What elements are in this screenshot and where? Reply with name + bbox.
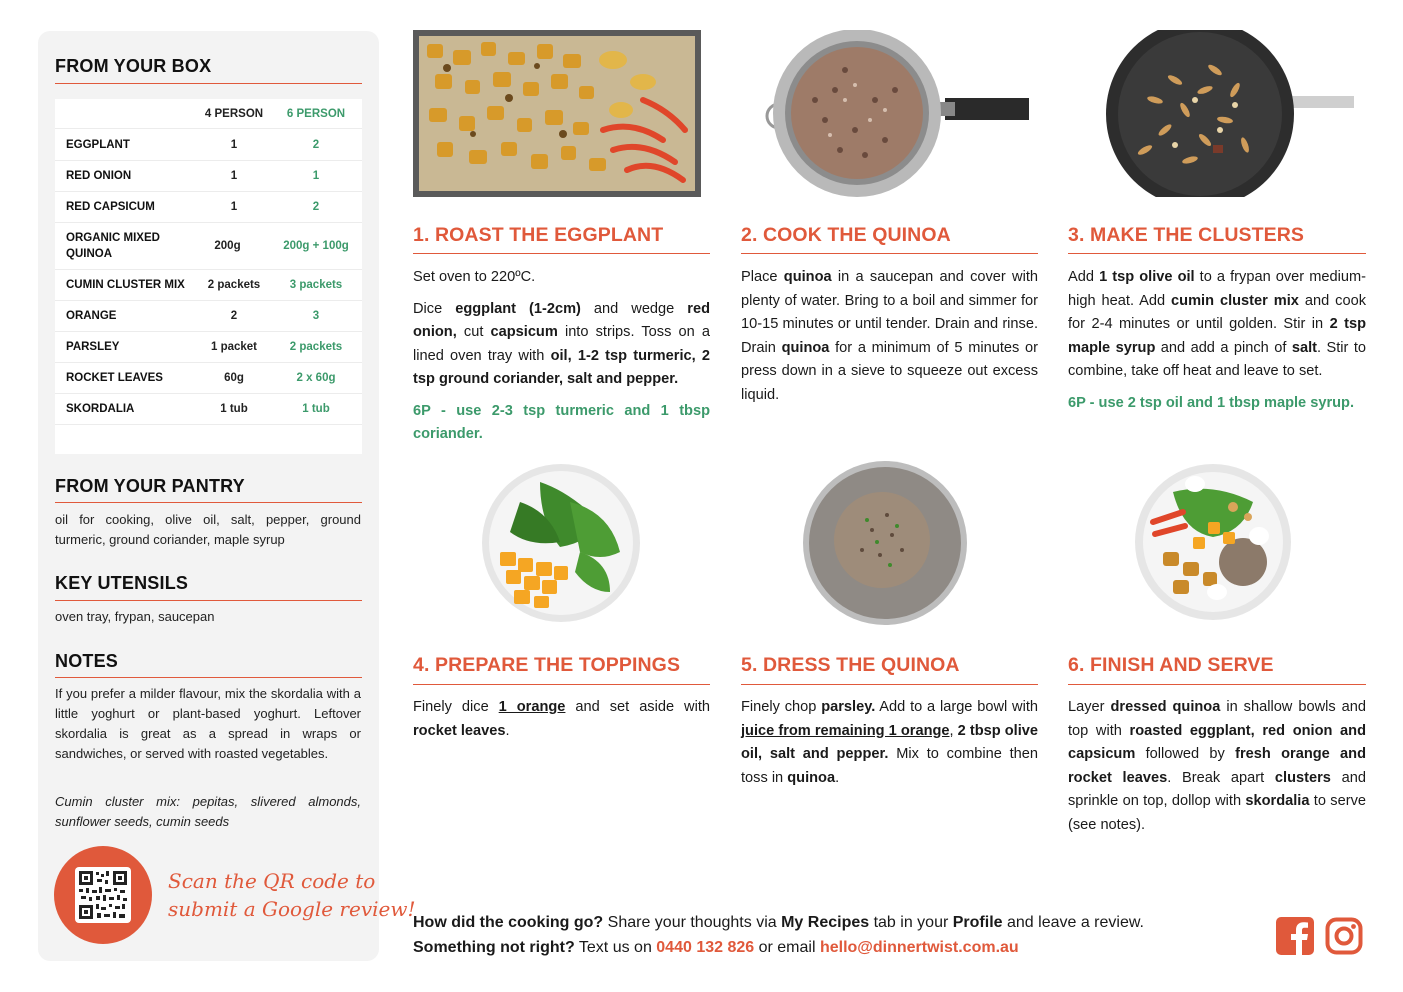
step-6-title: 6. FINISH AND SERVE bbox=[1068, 654, 1274, 676]
four-person-qty: 2 packets bbox=[207, 279, 261, 291]
instruction-text: Dice eggplant (1-2cm) and wedge red onion, cut capsicum into strips. Toss on a lined oven tray with oil, 1-2 tsp turmeric, 2 tsp ground coriander, salt and pepper. bbox=[413, 300, 710, 387]
heading-rule bbox=[55, 502, 362, 503]
instruction-text: Add 1 tsp olive oil to a frypan over medium-high heat. Add cumin cluster mix and cook for 2-4 minutes or until golden. Stir in 2 tsp maple syrup and add a pinch of salt. Stir to combine, take off heat and leave to set. bbox=[1068, 269, 1367, 379]
table-row bbox=[55, 223, 362, 270]
four-person-qty: 60g bbox=[224, 372, 244, 384]
step-3-instructions bbox=[1068, 266, 1366, 423]
served-bowl-photo bbox=[1133, 462, 1293, 622]
step-5-title: 5. DRESS THE QUINOA bbox=[741, 654, 960, 676]
six-person-qty: 200g + 100g bbox=[283, 240, 349, 252]
feedback-footer bbox=[413, 910, 1144, 960]
roast-tray-photo bbox=[413, 30, 701, 197]
step-2-title: 2. COOK THE QUINOA bbox=[741, 224, 951, 246]
table-row bbox=[55, 192, 362, 223]
four-person-qty: 1 tub bbox=[220, 403, 248, 415]
cluster-mix-note: Cumin cluster mix: pepitas, slivered almonds, sunflower seeds, cumin seeds bbox=[55, 794, 361, 829]
step-rule bbox=[413, 253, 710, 254]
step-1-title: 1. ROAST THE EGGPLANT bbox=[413, 224, 664, 246]
step-6-instructions bbox=[1068, 696, 1366, 845]
from-your-pantry-heading: FROM YOUR PANTRY bbox=[55, 476, 245, 496]
six-person-qty: 2 packets bbox=[289, 341, 343, 353]
ingredient-name: ORANGE bbox=[66, 310, 117, 322]
facebook-icon[interactable] bbox=[1276, 917, 1314, 955]
key-utensils-heading: KEY UTENSILS bbox=[55, 573, 189, 593]
step-rule bbox=[413, 684, 710, 685]
ingredients-sidebar bbox=[38, 31, 416, 961]
six-person-header: 6 PERSON bbox=[286, 107, 346, 120]
step-4-title: 4. PREPARE THE TOPPINGS bbox=[413, 654, 681, 676]
six-person-qty: 2 bbox=[312, 139, 320, 151]
table-row bbox=[55, 130, 362, 161]
four-person-qty: 2 bbox=[230, 310, 238, 322]
table-row bbox=[55, 363, 362, 394]
email-link[interactable]: hello@dinnertwist.com.au bbox=[819, 939, 1019, 956]
ingredient-name: ORGANIC MIXED QUINOA bbox=[66, 232, 160, 260]
instruction-text: Finely dice 1 orange and set aside with rocket leaves. bbox=[413, 699, 711, 739]
saucepan-quinoa-photo bbox=[745, 30, 1035, 197]
utensils-list: oven tray, frypan, saucepan bbox=[55, 609, 215, 624]
ingredient-name: RED ONION bbox=[66, 170, 132, 182]
step-rule bbox=[741, 253, 1038, 254]
six-person-tip: 6P - use 2 tsp oil and 1 tbsp maple syrup. bbox=[1068, 394, 1355, 411]
four-person-qty: 1 bbox=[230, 139, 238, 151]
ingredient-name: CUMIN CLUSTER MIX bbox=[66, 279, 185, 291]
qr-prompt-line: Scan the QR code to bbox=[168, 869, 376, 893]
step-rule bbox=[1068, 684, 1366, 685]
instruction-text: Layer dressed quinoa in shallow bowls and top with roasted eggplant, red onion and capsicum followed by fresh orange and rocket leaves. Break apart clusters and sprinkle on top, dollop with skordalia to serve (see notes). bbox=[1068, 699, 1367, 833]
ingredient-name: SKORDALIA bbox=[66, 403, 135, 415]
notes-text: If you prefer a milder flavour, mix the skordalia with a little yoghurt or plant-based yoghurt. Leftover skordalia is great as a spread in wraps or sandwiches, or served with roasted vegetables. bbox=[55, 686, 361, 761]
ingredient-name: PARSLEY bbox=[66, 341, 120, 353]
qr-code-badge[interactable] bbox=[54, 846, 152, 944]
step-5-instructions bbox=[741, 696, 1038, 798]
six-person-qty: 3 packets bbox=[289, 279, 343, 291]
ingredient-name: ROCKET LEAVES bbox=[66, 372, 163, 384]
dressed-quinoa-photo bbox=[802, 460, 968, 626]
qr-review-prompt bbox=[168, 867, 416, 923]
six-person-qty: 2 x 60g bbox=[296, 372, 336, 384]
table-row bbox=[55, 270, 362, 301]
from-your-box-heading: FROM YOUR BOX bbox=[55, 56, 212, 76]
heading-rule bbox=[55, 677, 362, 678]
instruction-text: Set oven to 220ºC. bbox=[413, 269, 536, 285]
table-row bbox=[55, 394, 362, 425]
ingredients-table bbox=[55, 99, 362, 454]
step-3-title: 3. MAKE THE CLUSTERS bbox=[1068, 224, 1305, 246]
step-1-instructions bbox=[413, 266, 710, 455]
six-person-qty: 2 bbox=[312, 201, 320, 213]
step-4-instructions bbox=[413, 696, 710, 751]
six-person-qty: 3 bbox=[312, 310, 320, 322]
step-rule bbox=[1068, 253, 1366, 254]
step-rule bbox=[741, 684, 1038, 685]
instruction-text: Place quinoa in a saucepan and cover with plenty of water. Bring to a boil and simmer for 10-15 minutes or until tender. Drain and rinse. Drain quinoa for a minimum of 5 minutes or press down in a sieve to squeeze out excess liquid. bbox=[741, 269, 1038, 403]
instagram-icon[interactable] bbox=[1325, 917, 1363, 955]
six-person-qty: 1 bbox=[312, 170, 320, 182]
four-person-qty: 200g bbox=[214, 240, 241, 252]
four-person-qty: 1 packet bbox=[210, 341, 258, 353]
pantry-list: oil for cooking, olive oil, salt, pepper, ground turmeric, ground coriander, maple syrup bbox=[55, 512, 361, 547]
ingredient-name: EGGPLANT bbox=[66, 139, 130, 151]
instruction-text: Finely chop parsley. Add to a large bowl with juice from remaining 1 orange, 2 tbsp olive oil, salt and pepper. Mix to combine then toss in quinoa. bbox=[741, 699, 1039, 786]
six-person-qty: 1 tub bbox=[302, 403, 330, 415]
frypan-clusters-photo bbox=[1085, 30, 1357, 197]
contact-line: Something not right? Text us on 0440 132 826 or email hello@dinnertwist.com.au bbox=[413, 939, 1019, 956]
step-2-instructions bbox=[741, 266, 1038, 415]
ingredient-name: RED CAPSICUM bbox=[66, 201, 155, 213]
table-header-row bbox=[55, 99, 362, 129]
feedback-line: How did the cooking go? Share your thoughts via My Recipes tab in your Profile and leave a review. bbox=[413, 914, 1144, 931]
table-row bbox=[55, 161, 362, 192]
four-person-header: 4 PERSON bbox=[204, 107, 264, 120]
phone-link[interactable]: 0440 132 826 bbox=[656, 939, 755, 956]
four-person-qty: 1 bbox=[230, 170, 238, 182]
qr-code-icon[interactable] bbox=[75, 867, 131, 923]
toppings-bowl-photo bbox=[480, 462, 642, 624]
qr-prompt-line: submit a Google review! bbox=[168, 897, 416, 921]
table-row bbox=[55, 301, 362, 332]
heading-rule bbox=[55, 600, 362, 601]
six-person-tip: 6P - use 2-3 tsp turmeric and 1 tbsp coriander. bbox=[413, 402, 710, 442]
four-person-qty: 1 bbox=[230, 201, 238, 213]
notes-heading: NOTES bbox=[55, 651, 119, 671]
heading-rule bbox=[55, 83, 362, 84]
table-row bbox=[55, 332, 362, 363]
